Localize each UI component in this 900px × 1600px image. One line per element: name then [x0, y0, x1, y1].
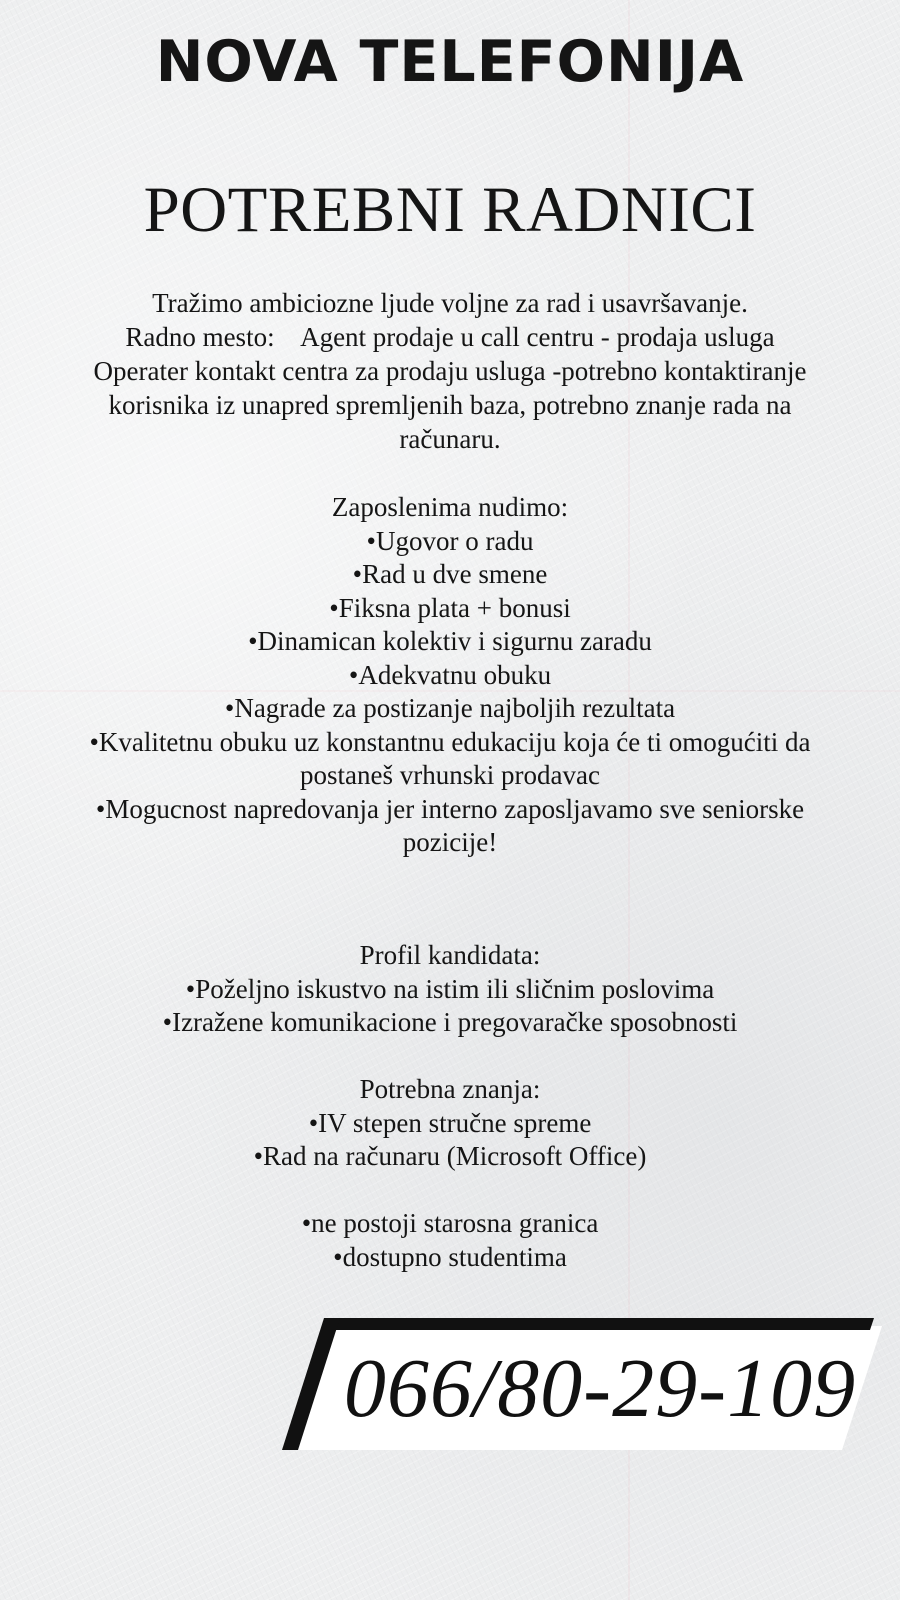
list-item: •Nagrade za postizanje najboljih rezultata: [224, 693, 676, 723]
list-item: •Ugovor o radu: [366, 525, 534, 556]
job-position-line: Radno mesto: Agent prodaje u call centru - prodaja usluga: [125, 322, 775, 352]
section-heading: Profil kandidata:: [359, 940, 541, 970]
list-item: postaneš vrhunski prodavac: [300, 760, 600, 790]
list-item: •Adekvatnu obuku: [348, 659, 552, 690]
skills-section: [20, 1073, 880, 1174]
section-heading: Zaposlenima nudimo:: [331, 492, 569, 522]
list-item: •dostupno studentima: [333, 1241, 567, 1272]
company-name: NOVA TELEFONIJA: [155, 29, 745, 95]
extra-section: [20, 1207, 880, 1274]
list-item: •IV stepen stručne spreme: [308, 1107, 592, 1138]
list-item: •Rad na računaru (Microsoft Office): [253, 1141, 647, 1171]
intro-line: Tražimo ambiciozne ljude voljne za rad i usavršavanje.: [152, 288, 748, 318]
list-item: •Izražene komunikacione i pregovaračke sposobnosti: [162, 1007, 738, 1037]
list-item: •Poželjno iskustvo na istim ili sličnim poslovima: [185, 973, 715, 1004]
intro-line: korisnika iz unapred spremljenih baza, potrebno znanje rada na: [108, 390, 792, 420]
phone-banner: [282, 1318, 882, 1453]
phone-number[interactable]: 066/80-29-109: [343, 1342, 857, 1435]
list-item: •Fiksna plata + bonusi: [329, 592, 571, 623]
profile-section: [20, 939, 880, 1040]
intro-line: računaru.: [399, 424, 501, 454]
page-title: POTREBNI RADNICI: [143, 174, 757, 246]
phone-banner-top-bar: [324, 1318, 874, 1330]
list-item: pozicije!: [402, 827, 498, 857]
section-heading: Potrebna znanja:: [359, 1074, 541, 1104]
intro-section: [20, 286, 880, 456]
list-item: •ne postoji starosna granica: [301, 1208, 599, 1238]
list-item: •Dinamican kolektiv i sigurnu zaradu: [248, 626, 652, 656]
intro-line: Operater kontakt centra za prodaju usluga -potrebno kontaktiranje: [93, 356, 807, 386]
benefits-section: [20, 491, 880, 860]
list-item: •Rad u dve smene: [352, 559, 548, 589]
list-item: •Kvalitetnu obuku uz konstantnu edukaciju koja će ti omogućiti da: [89, 726, 811, 757]
list-item: •Mogucnost napredovanja jer interno zaposljavamo sve seniorske: [95, 793, 805, 824]
